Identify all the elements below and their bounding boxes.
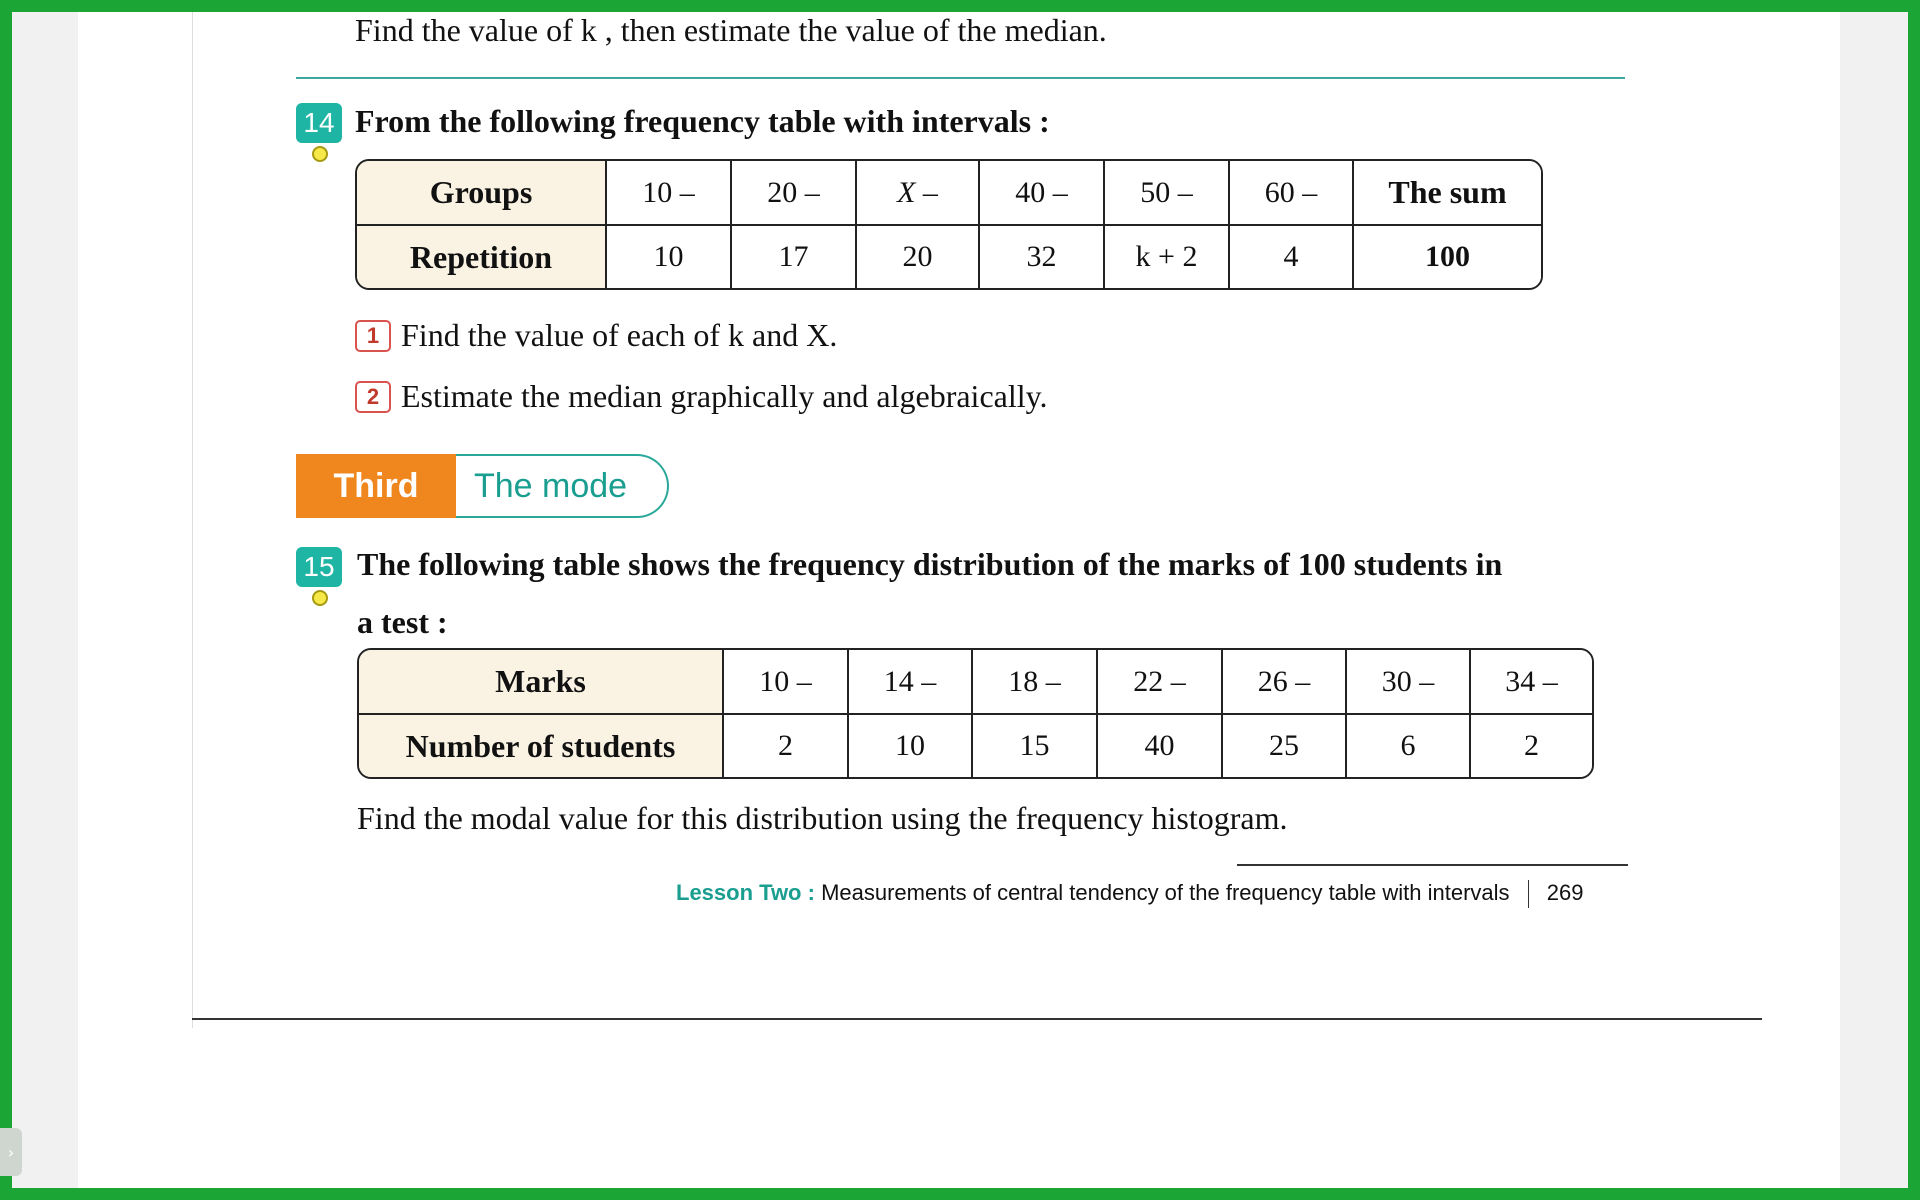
marker-dot — [312, 146, 328, 162]
previous-question-text: Find the value of k , then estimate the value of the median. — [355, 12, 1107, 48]
item-text: Estimate the median graphically and algebraically. — [401, 378, 1048, 414]
page-margin-line — [192, 12, 193, 1028]
table-cell: 60 – — [1230, 161, 1354, 226]
question-15-heading-cont: a test : — [357, 604, 448, 640]
question-15-heading: The following table shows the frequency distribution of the marks of 100 students in — [357, 546, 1503, 582]
table-cell: 30 – — [1347, 650, 1471, 715]
table-cell: 10 — [607, 226, 732, 288]
table-row — [359, 715, 1592, 777]
table-cell: 6 — [1347, 715, 1471, 777]
question-14-heading: From the following frequency table with intervals : — [355, 103, 1050, 139]
table-cell: 50 – — [1105, 161, 1230, 226]
table-cell: 18 – — [973, 650, 1098, 715]
question-number-15: 15 — [296, 547, 342, 587]
item-number-badge: 1 — [355, 320, 391, 352]
table-cell: 20 — [857, 226, 980, 288]
row-header: Marks — [359, 650, 724, 715]
table-cell: 10 — [849, 715, 973, 777]
question-number-14: 14 — [296, 103, 342, 143]
sub-question-1 — [355, 317, 837, 354]
section-header — [296, 454, 669, 518]
section-ordinal: Third — [296, 454, 456, 518]
table-row — [357, 161, 1541, 226]
row-header: Repetition — [357, 226, 607, 288]
table-cell: k + 2 — [1105, 226, 1230, 288]
table-cell: 10 – — [607, 161, 732, 226]
page-number: 269 — [1546, 880, 1584, 905]
footer-rule — [1237, 864, 1628, 866]
table-cell: The sum — [1354, 161, 1541, 226]
table-cell: 20 – — [732, 161, 857, 226]
row-header: Groups — [357, 161, 607, 226]
table-cell: 40 — [1098, 715, 1223, 777]
table-cell: 10 – — [724, 650, 849, 715]
table-cell: 32 — [980, 226, 1105, 288]
expand-panel-arrow-icon[interactable]: › — [0, 1128, 22, 1176]
item-text: Find the value of each of k and X. — [401, 317, 838, 353]
table-row — [357, 226, 1541, 288]
table-cell: 14 – — [849, 650, 973, 715]
footer — [676, 880, 1584, 908]
frequency-table-15 — [357, 648, 1594, 779]
item-number-badge: 2 — [355, 381, 391, 413]
table-cell: 2 — [724, 715, 849, 777]
table-cell: 2 — [1471, 715, 1592, 777]
table-cell: 22 – — [1098, 650, 1223, 715]
table-cell: 15 — [973, 715, 1098, 777]
sub-question-2 — [355, 378, 1048, 415]
footer-lesson: Lesson Two : — [676, 880, 815, 905]
frequency-table-14 — [355, 159, 1543, 290]
table-cell: 17 — [732, 226, 857, 288]
table-cell: X – — [857, 161, 980, 226]
table-cell: 25 — [1223, 715, 1347, 777]
footer-title: Measurements of central tendency of the frequency table with intervals — [821, 880, 1510, 905]
table-cell: 40 – — [980, 161, 1105, 226]
section-title: The mode — [456, 454, 669, 518]
table-cell: 4 — [1230, 226, 1354, 288]
divider — [296, 77, 1625, 79]
footer-divider — [1528, 880, 1529, 908]
row-header: Number of students — [359, 715, 724, 777]
table-cell: 34 – — [1471, 650, 1592, 715]
page-bottom-line — [192, 1018, 1762, 1020]
table-cell: 100 — [1354, 226, 1541, 288]
marker-dot — [312, 590, 328, 606]
table-row — [359, 650, 1592, 715]
question-15-text: Find the modal value for this distribution using the frequency histogram. — [357, 800, 1288, 836]
table-cell: 26 – — [1223, 650, 1347, 715]
